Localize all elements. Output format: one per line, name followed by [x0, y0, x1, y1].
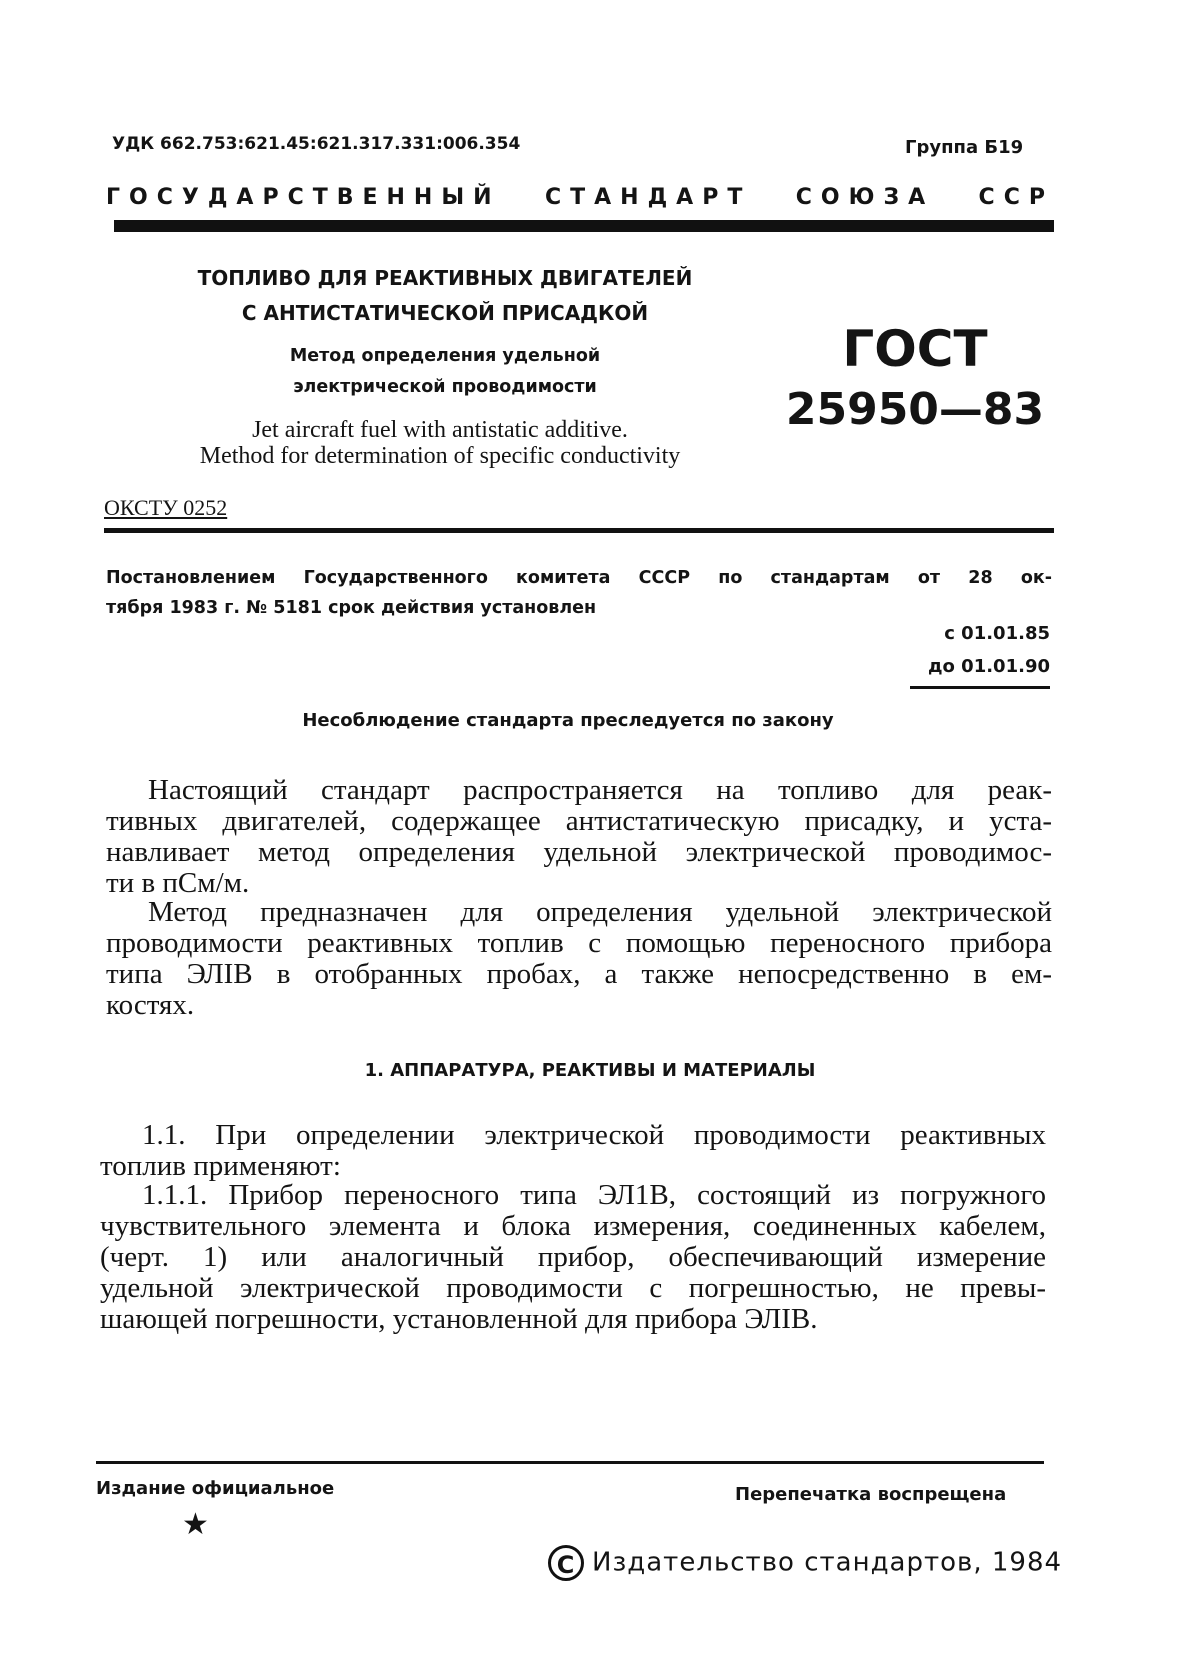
copyright-line: [548, 1545, 1062, 1581]
intro-paragraph-1: [106, 775, 1052, 899]
title-line-1: ТОПЛИВО ДЛЯ РЕАКТИВНЫХ ДВИГАТЕЛЕЙ: [197, 266, 693, 290]
clause-1-1-1: [100, 1180, 1046, 1335]
decree-text: [106, 563, 1052, 623]
official-edition-label: Издание официальное: [96, 1478, 335, 1499]
text-line: проводимости реактивных топлив с помощью переносного прибора: [106, 927, 1052, 959]
text-line: ти в пСм/м.: [106, 867, 250, 899]
banner-word: СОЮЗА: [795, 185, 935, 210]
text-line: типа ЭЛІВ в отобранных пробах, а также непосредственно в ем-: [106, 958, 1052, 990]
decree-line-1: Постановлением Государственного комитета СССР по стандартам от 28 ок-: [106, 568, 1052, 588]
method-line-1: Метод определения удельной: [289, 346, 601, 366]
banner-word: ССР: [978, 185, 1054, 210]
legal-notice: Несоблюдение стандарта преследуется по закону: [302, 710, 834, 731]
text-line: Метод предназначен для определения удельной электрической: [148, 896, 1052, 928]
text-line: костях.: [106, 989, 195, 1021]
banner-word: СТАНДАРТ: [545, 185, 752, 210]
okstu-code: ОКСТУ 0252: [104, 495, 228, 520]
intro-paragraph-2: [106, 897, 1052, 1021]
valid-to-date: до 01.01.90: [928, 656, 1050, 677]
valid-from-date: с 01.01.85: [944, 623, 1050, 644]
text-line: Настоящий стандарт распространяется на топливо для реак-: [148, 774, 1052, 806]
text-line: топлив применяют:: [100, 1150, 341, 1182]
gost-label: ГОСТ: [842, 320, 988, 378]
english-title-line-1: Jet aircraft fuel with antistatic additive.: [252, 417, 628, 443]
method-line-2: электрической проводимости: [293, 377, 597, 397]
copyright-icon: C: [548, 1545, 584, 1581]
state-standard-banner: [106, 185, 1054, 210]
text-line: шающей погрешности, установленной для прибора ЭЛІВ.: [100, 1303, 818, 1335]
text-line: тивных двигателей, содержащее антистатическую присадку, и уста-: [106, 805, 1052, 837]
text-line: чувствительного элемента и блока измерения, соединенных кабелем,: [100, 1210, 1046, 1242]
footer-rule: [96, 1461, 1044, 1464]
title-line-2: С АНТИСТАТИЧЕСКОЙ ПРИСАДКОЙ: [241, 301, 649, 325]
header-rule: [114, 220, 1054, 232]
group-code: Группа Б19: [905, 137, 1024, 158]
reprint-prohibited-label: Перепечатка воспрещена: [735, 1484, 1007, 1505]
text-line: удельной электрической проводимости с погрешностью, не превы-: [100, 1272, 1046, 1304]
validity-underline: [910, 686, 1050, 689]
banner-word: ГОСУДАРСТВЕННЫЙ: [106, 185, 501, 210]
section-rule: [104, 528, 1054, 533]
gost-number: 25950—83: [785, 384, 1045, 435]
star-icon: ★: [182, 1507, 209, 1542]
publisher-name: Издательство стандартов, 1984: [592, 1547, 1063, 1578]
udk-code: УДК 662.753:621.45:621.317.331:006.354: [112, 134, 521, 154]
section-1-heading: 1. АППАРАТУРА, РЕАКТИВЫ И МАТЕРИАЛЫ: [364, 1060, 816, 1081]
text-line: (черт. 1) или аналогичный прибор, обеспечивающий измерение: [100, 1241, 1046, 1273]
clause-1-1: [100, 1120, 1046, 1182]
text-line: 1.1.1. Прибор переносного типа ЭЛ1В, состоящий из погружного: [142, 1179, 1046, 1211]
text-line: навливает метод определения удельной электрической проводимос-: [106, 836, 1052, 868]
decree-line-2: тября 1983 г. № 5181 срок действия установлен: [106, 598, 597, 618]
english-title-line-2: Method for determination of specific conductivity: [199, 443, 681, 469]
text-line: 1.1. При определении электрической проводимости реактивных: [142, 1119, 1046, 1151]
